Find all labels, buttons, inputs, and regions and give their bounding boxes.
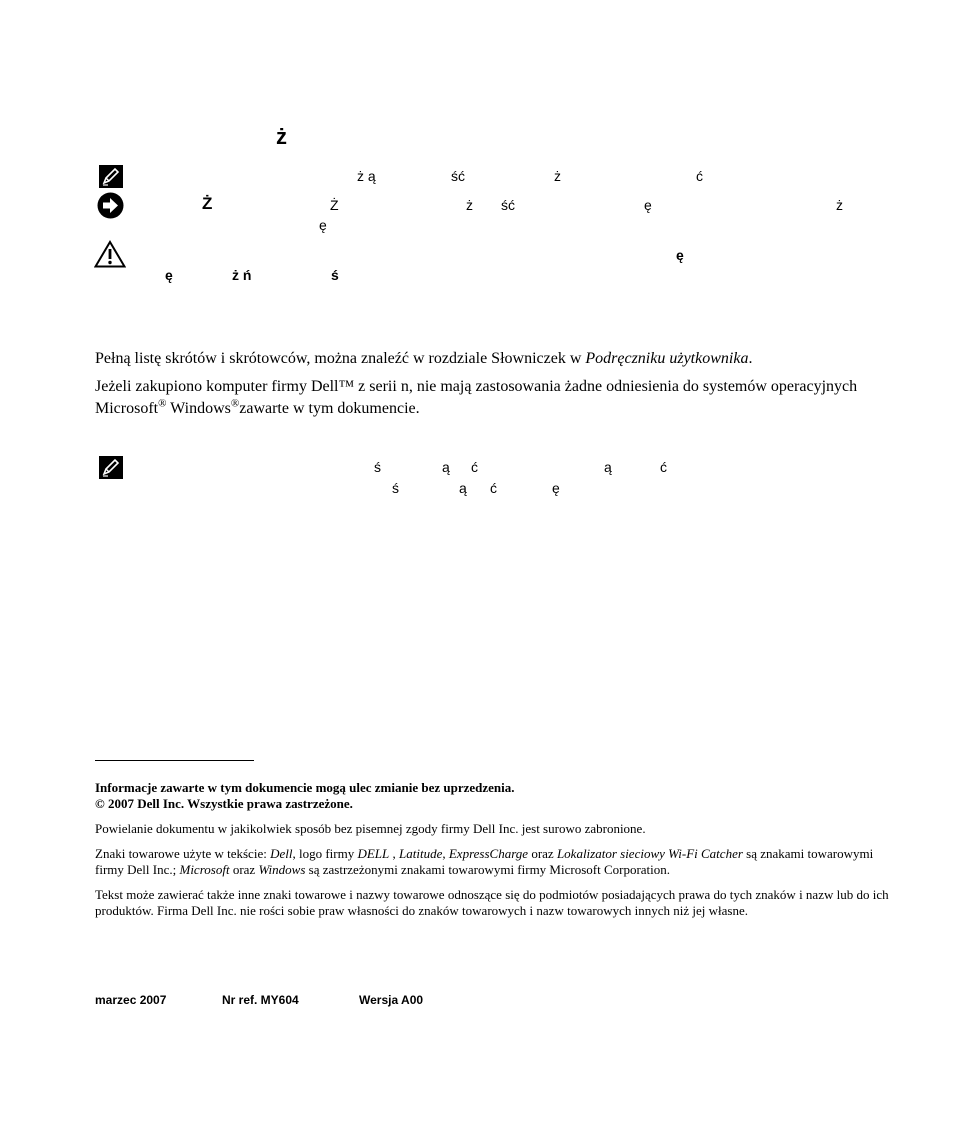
footer-version: Wersja A00	[359, 993, 424, 1007]
n-series-paragraph: Jeżeli zakupiono komputer firmy Dell™ z serii n, nie mają zastosowania żadne odniesienia do systemów operacyjnych Microsoft® Windows®zawarte w tym dokumencie.	[95, 378, 858, 417]
notice-arrow-icon	[97, 192, 124, 219]
page-heading: ż	[276, 124, 287, 149]
abbreviations-paragraph: Pełną listę skrótów i skrótowców, można znaleźć w rozdziale Słowniczek w Podręczniku użytkownika.	[95, 350, 753, 367]
caution-triangle-icon	[94, 240, 126, 268]
note-pencil-icon	[99, 456, 123, 479]
footer-date: marzec 2007	[95, 993, 167, 1007]
other-trademarks-notice: Tekst może zawierać także inne znaki towarowe i nazwy towarowe odnoszące się do podmiotów posiadających prawa do tych znaków i nazw lub do ich produktów. Firma Dell Inc. nie rości sobie praw własności do znaków towarowych i nazw towarowych innych niż jej własne.	[95, 887, 889, 918]
trademarks-notice: Znaki towarowe użyte w tekście: Dell, logo firmy DELL , Latitude, ExpressCharge oraz Lokalizator sieciowy Wi-Fi Catcher są znakami towarowymi firmy Dell Inc.; Microsoft oraz Windows są zastrzeżonymi znakami towarowymi firmy Microsoft Corporation.	[95, 846, 874, 877]
note-pencil-icon	[99, 165, 123, 188]
legal-disclaimer: Informacje zawarte w tym dokumencie mogą ulec zmianie bez uprzedzenia. © 2007 Dell Inc. Wszystkie prawa zastrzeżone.	[95, 780, 515, 811]
reproduction-notice: Powielanie dokumentu w jakikolwiek sposób bez pisemnej zgody firmy Dell Inc. jest surowo zabronione.	[95, 821, 646, 836]
footer-ref: Nr ref. MY604	[222, 993, 299, 1007]
legal-separator	[95, 760, 254, 761]
